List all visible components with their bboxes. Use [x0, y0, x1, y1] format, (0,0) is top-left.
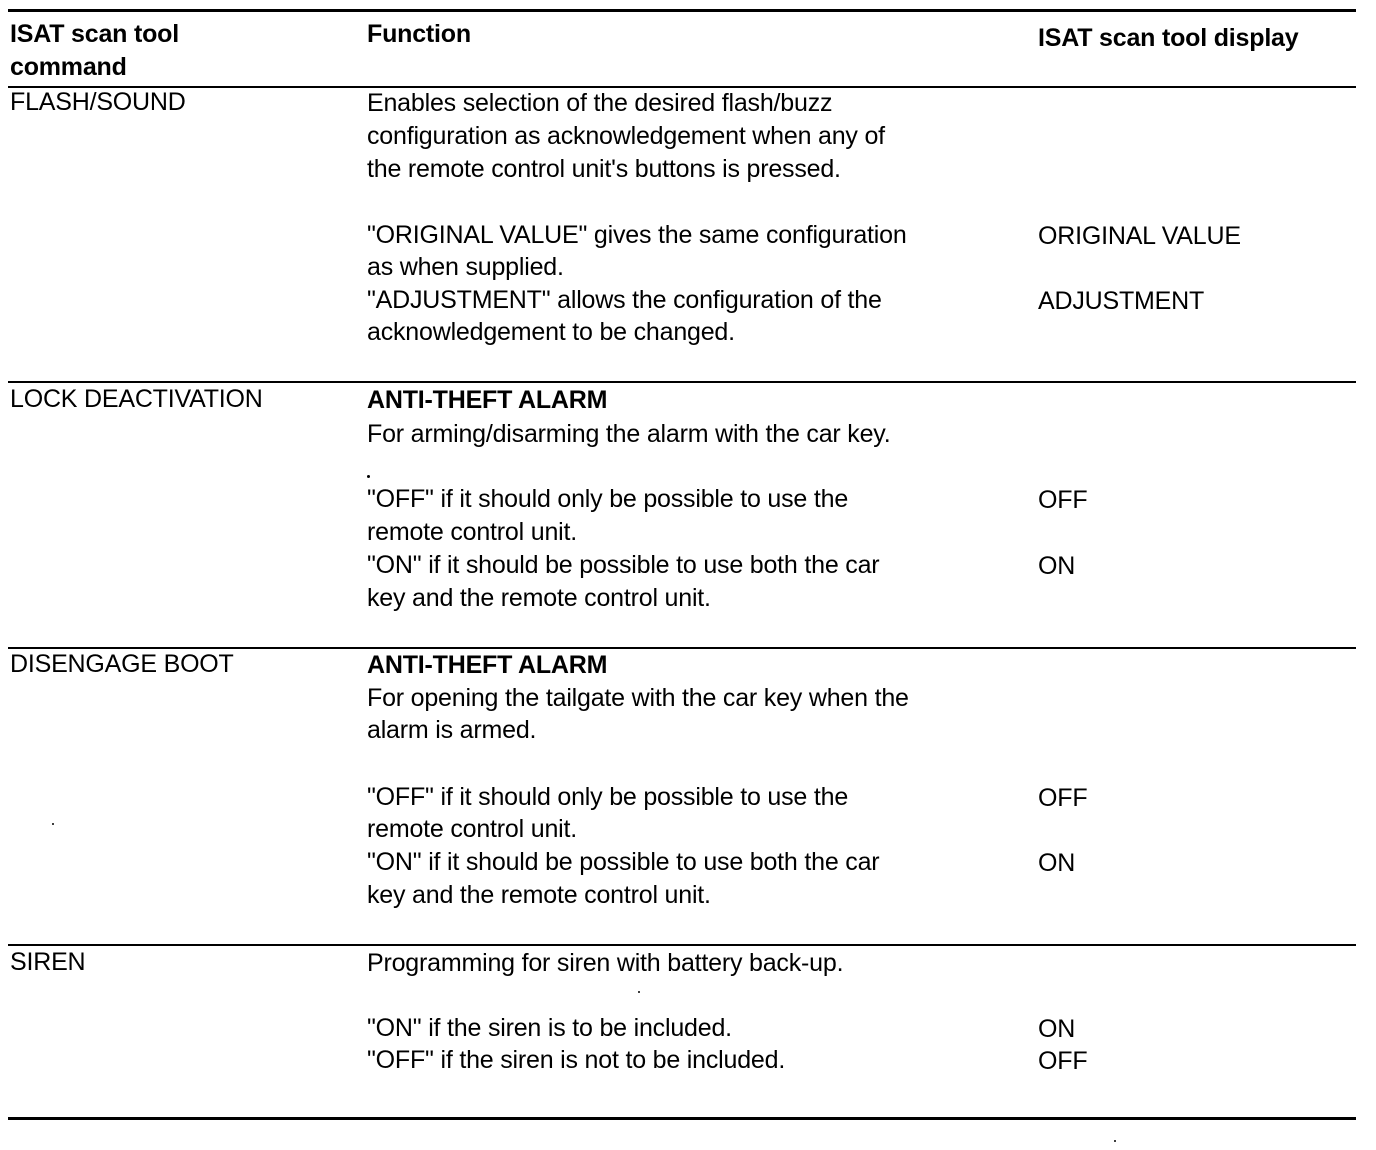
row-divider	[8, 944, 1356, 946]
function-desc-line: For opening the tailgate with the car key when the	[367, 684, 909, 712]
function-desc-line: configuration as acknowledgement when any of	[367, 122, 885, 150]
function-desc-line: the remote control unit's buttons is pressed.	[367, 155, 841, 183]
display-value: OFF	[1038, 1047, 1088, 1075]
display-value: ON	[1038, 1015, 1076, 1043]
scan-speck	[367, 475, 370, 478]
option-desc-line: "ON" if it should be possible to use both the car	[367, 551, 880, 579]
option-desc-line: "ADJUSTMENT" allows the configuration of the	[367, 286, 882, 314]
scan-speck	[1114, 1140, 1116, 1142]
table-bottom-rule	[8, 1117, 1356, 1120]
function-desc-line: alarm is armed.	[367, 716, 537, 744]
display-value: ON	[1038, 849, 1076, 877]
option-desc-line: key and the remote control unit.	[367, 881, 711, 909]
header-command-line2: command	[10, 53, 127, 81]
display-value: ADJUSTMENT	[1038, 287, 1205, 315]
option-desc-line: "OFF" if it should only be possible to use the	[367, 485, 849, 513]
display-value: ORIGINAL VALUE	[1038, 222, 1241, 250]
function-desc-line: For arming/disarming the alarm with the car key.	[367, 420, 891, 448]
header-function: Function	[367, 20, 471, 48]
option-desc-line: key and the remote control unit.	[367, 584, 711, 612]
option-desc-line: acknowledgement to be changed.	[367, 318, 735, 346]
option-desc-line: "OFF" if it should only be possible to use the	[367, 783, 849, 811]
function-heading: ANTI-THEFT ALARM	[367, 651, 608, 679]
scan-speck	[52, 823, 54, 825]
display-value: ON	[1038, 552, 1076, 580]
option-desc-line: remote control unit.	[367, 518, 577, 546]
header-display: ISAT scan tool display	[1038, 24, 1299, 52]
command-flash-sound: FLASH/SOUND	[10, 88, 186, 116]
option-desc-line: "ON" if it should be possible to use both the car	[367, 848, 880, 876]
command-disengage-boot: DISENGAGE BOOT	[10, 650, 234, 678]
option-desc-line: "OFF" if the siren is not to be included.	[367, 1046, 786, 1074]
function-desc-line: Programming for siren with battery back-up.	[367, 949, 844, 977]
function-heading: ANTI-THEFT ALARM	[367, 386, 608, 414]
command-siren: SIREN	[10, 948, 86, 976]
option-desc-line: remote control unit.	[367, 815, 577, 843]
scan-speck	[638, 991, 640, 993]
display-value: OFF	[1038, 784, 1088, 812]
header-command: ISAT scan tool	[10, 20, 179, 48]
command-lock-deactivation: LOCK DEACTIVATION	[10, 385, 263, 413]
display-value: OFF	[1038, 486, 1088, 514]
option-desc-line: as when supplied.	[367, 253, 564, 281]
table-top-rule	[8, 9, 1356, 12]
function-desc-line: Enables selection of the desired flash/buzz	[367, 89, 833, 117]
option-desc-line: "ORIGINAL VALUE" gives the same configuration	[367, 221, 907, 249]
option-desc-line: "ON" if the siren is to be included.	[367, 1014, 732, 1042]
